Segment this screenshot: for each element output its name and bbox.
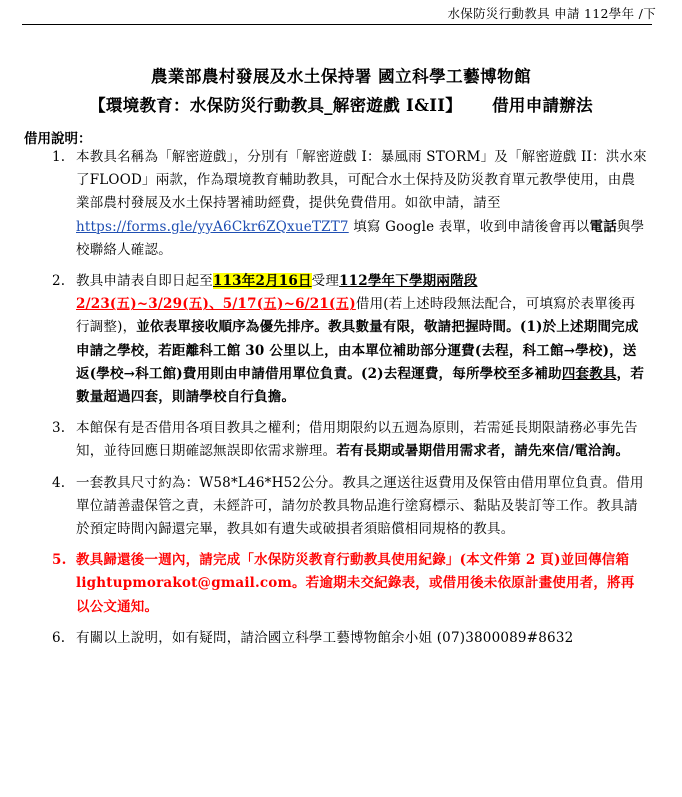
- document-title-suffix: 借用申請辦法: [492, 96, 593, 115]
- header-rule: [22, 24, 652, 25]
- rule-item-5: [0, 549, 682, 619]
- rule-item-6: [0, 627, 682, 650]
- document-code-header: 水保防災行動教具 申請 112學年 /下: [447, 6, 656, 21]
- rule-bold-text: ，若數量超過四套，則請學校自行負擔。: [76, 365, 645, 406]
- document-title-main: 【環境教育：水保防災行動教具_解密遊戲 I&II】: [89, 96, 463, 115]
- rule-item-4: [0, 472, 682, 542]
- rule-text: 一套教具尺寸約為：W58*L46*H52公分。教具之運送往返費用及保管由借用單位負責。借用單位請善盡保管之責，未經許可，請勿於教具物品進行塗寫標示、黏貼及裝訂等工作。教具請於預定時間內歸還完畢，教具如有遺失或破損者須賠償相同規格的教具。: [76, 474, 644, 538]
- rule-bold-text: 電話: [589, 218, 617, 235]
- rule-number: 3.: [52, 420, 66, 437]
- rules-list: [0, 146, 682, 658]
- google-form-link[interactable]: https://forms.gle/yyA6Ckr6ZQxueTZT7: [76, 218, 349, 235]
- document-title: [0, 92, 682, 116]
- rule-text: 填寫 Google 表單，收到申請後會再以: [348, 218, 590, 235]
- rule-number: 4.: [52, 474, 66, 491]
- rule-text: 受理: [311, 273, 340, 290]
- rule-bold-text: 並依表單接收順序為優先排序。教具數量有限，敬請把握時間。(1)於上述期間完成申請之學校，若距離科工館 30 公里以上，由本單位補助部分運費(去程，科工館→學校)，送返(學校→科工館)費用則由申請借用單位負責。(2)去程運費，每所學校至多補助: [76, 319, 639, 382]
- rule-item-3: [0, 417, 682, 463]
- rule-item-2: [0, 270, 682, 409]
- rule-number: 5.: [52, 552, 67, 569]
- deadline-date: 113年2月16日: [213, 273, 312, 290]
- rule-text: 教具歸還後一週內，請完成「水保防災教育行動教具使用紀錄」(本文件第 2 頁)並回傳信箱 lightupmorakot@gmail.com。若逾期未交紀錄表，或借用後未依原計畫使用者，將再以公文通知。: [76, 552, 635, 615]
- rule-text: 教具申請表自即日起至: [76, 273, 213, 290]
- rule-number: 6.: [52, 629, 66, 646]
- rule-number: 2.: [52, 273, 66, 290]
- rule-bold-text: 若有長期或暑期借用需求者，請先來信/電洽詢。: [336, 443, 630, 460]
- rule-number: 1.: [52, 149, 66, 165]
- rule-text: 本館保有是否借用各項目教具之權利；借用期限約以五週為原則，若需延長期限請務必事先告知，並待回應日期確認無誤即依需求辦理。: [76, 420, 638, 460]
- organization-line: 農業部農村發展及水土保持署 國立科學工藝博物館: [150, 67, 532, 86]
- borrow-period: 112學年下學期兩階段: [339, 273, 478, 290]
- borrow-dates: 2/23(五)~3/29(五)、5/17(五)~6/21(五): [76, 296, 356, 313]
- rule-text: 本教具名稱為「解密遊戲」，分別有「解密遊戲 I：暴風雨 STORM」及「解密遊戲 II：洪水來了FLOOD」兩款，作為環境教育輔助教具，可配合水土保持及防災教育單元教學使用，由農業部農村發展及水土保持署補助經費，提供免費借用。如欲申請，請至: [76, 149, 647, 212]
- rule-text: 借用(若上述時段無法配合，可填寫於表單後再行調整)，: [76, 296, 636, 336]
- section-label: 借用說明：: [24, 131, 92, 147]
- four-sets-limit: 四套教具: [561, 365, 617, 382]
- rule-item-1: [0, 146, 682, 262]
- rule-text: 有關以上說明，如有疑問，請洽國立科學工藝博物館余小姐 (07)3800089#8632: [76, 629, 574, 646]
- rule-text: 與學校聯絡人確認。: [76, 218, 645, 258]
